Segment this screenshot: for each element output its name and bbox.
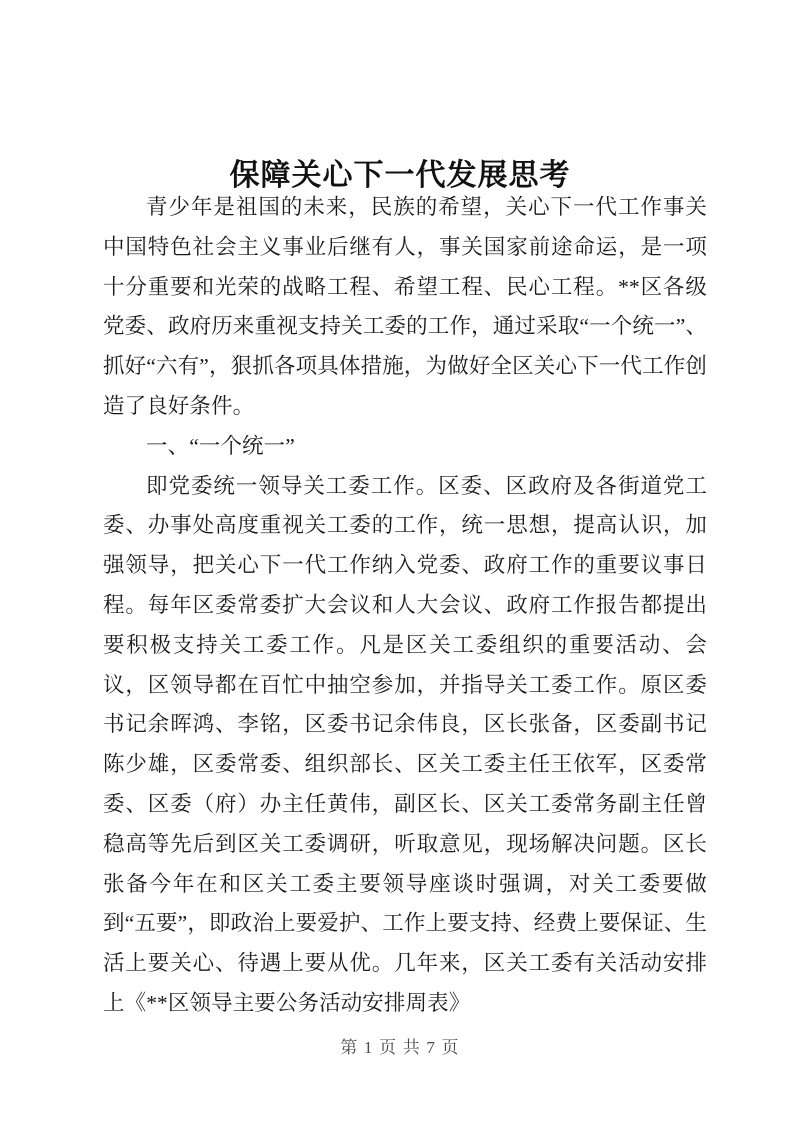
document-body — [103, 188, 707, 1024]
paragraph-section-one-body: 即党委统一领导关工委工作。区委、区政府及各街道党工委、办事处高度重视关工委的工作，统一思想，提高认识，加强领导，把关心下一代工作纳入党委、政府工作的重要议事日程。每年区委常委扩大会议和人大会议、政府工作报告都提出要积极支持关工委工作。凡是区关工委组织的重要活动、会议，区领导都在百忙中抽空参加，并指导关工委工作。原区委书记余晖鸿、李铭，区委书记余伟良，区长张备，区委副书记陈少雄，区委常委、组织部长、区关工委主任王依军，区委常委、区委（府）办主任黄伟，副区长、区关工委常务副主任曾稳高等先后到区关工委调研，听取意见，现场解决问题。区长张备今年在和区关工委主要领导座谈时强调，对关工委要做到“五要”，即政治上要爱护、工作上要支持、经费上要保证、生活上要关心、待遇上要从优。几年来，区关工委有关活动安排上《**区领导主要公务活动安排周表》 — [103, 473, 707, 1015]
paragraph-intro: 青少年是祖国的未来，民族的希望，关心下一代工作事关中国特色社会主义事业后继有人，事关国家前途命运，是一项十分重要和光荣的战略工程、希望工程、民心工程。**区各级党委、政府历来重视支持关工委的工作，通过采取“一个统一”、抓好“六有”，狠抓各项具体措施，为做好全区关心下一代工作创造了良好条件。 — [103, 195, 707, 418]
page-footer: 第 1 页 共 7 页 — [340, 1038, 460, 1057]
page-title: 保障关心下一代发展思考 — [229, 158, 571, 194]
section-heading-one: 一、“一个统一” — [146, 433, 295, 458]
